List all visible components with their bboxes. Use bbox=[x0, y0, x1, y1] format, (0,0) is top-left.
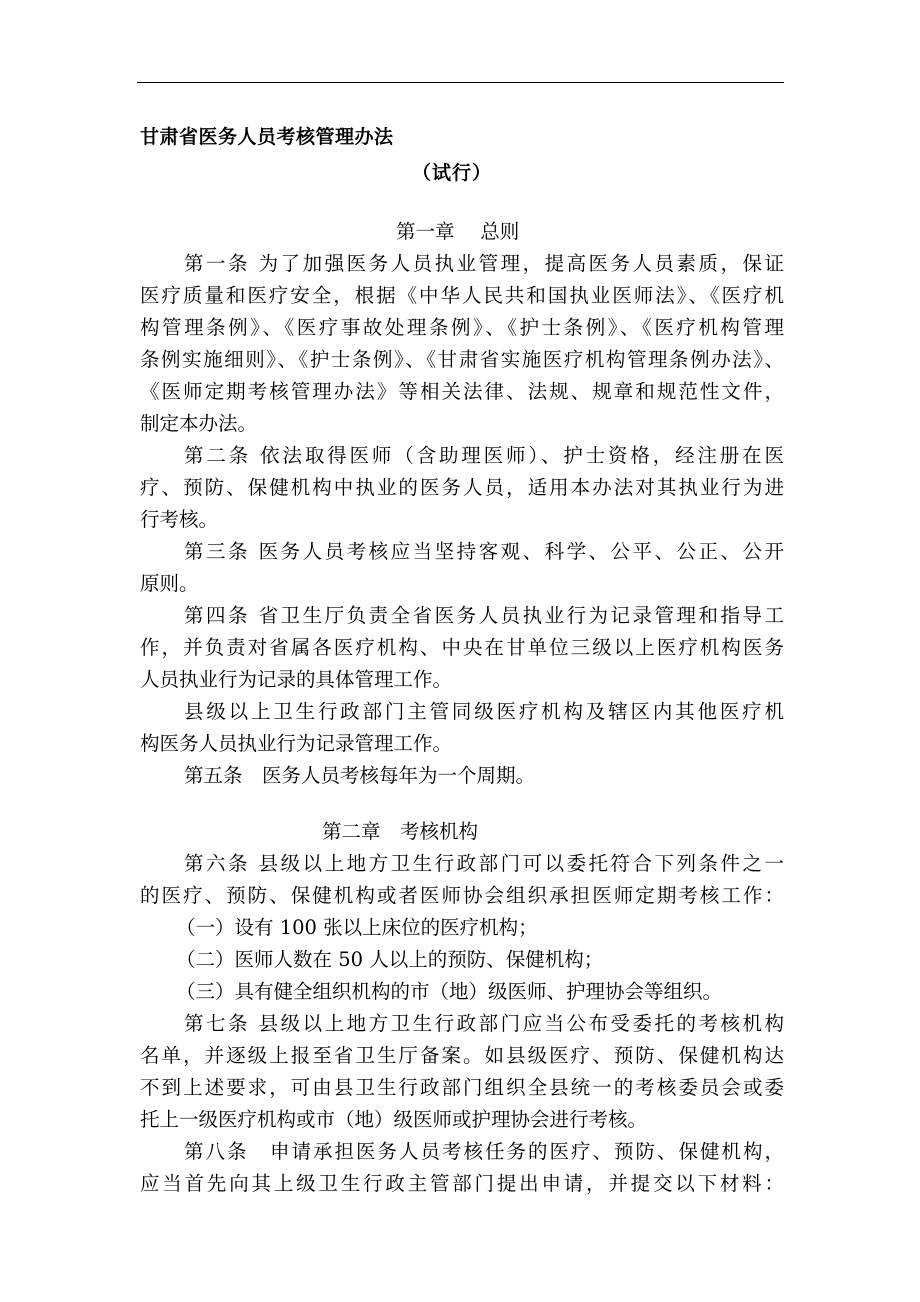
list-item: （二）医师人数在 50 人以上的预防、保健机构； bbox=[176, 948, 604, 971]
paragraph-line: 第五条 医务人员考核每年为一个周期。 bbox=[184, 764, 536, 787]
paragraph-line: 不到上述要求，可由县卫生行政部门组织全县统一的考核委员会或委 bbox=[140, 1076, 784, 1099]
header-rule bbox=[137, 82, 784, 83]
paragraph-line: 《医师定期考核管理办法》等相关法律、法规、规章和规范性文件， bbox=[140, 380, 784, 403]
paragraph-line: 第二条 依法取得医师（含助理医师）、护士资格，经注册在医 bbox=[184, 444, 784, 467]
paragraph-line: 第一条 为了加强医务人员执业管理，提高医务人员素质，保证 bbox=[184, 252, 784, 275]
chapter-heading: 第二章 考核机构 bbox=[322, 820, 479, 843]
paragraph-line: 行考核。 bbox=[140, 508, 219, 531]
paragraph-line: 第六条 县级以上地方卫生行政部门可以委托符合下列条件之一 bbox=[184, 852, 784, 875]
paragraph-line: 托上一级医疗机构或市（地）级医师或护理协会进行考核。 bbox=[140, 1108, 648, 1131]
document-title: 甘肃省医务人员考核管理办法 bbox=[140, 126, 394, 148]
paragraph-line: 人员执业行为记录的具体管理工作。 bbox=[140, 668, 453, 691]
paragraph-line: 制定本办法。 bbox=[140, 412, 258, 435]
paragraph-line: 疗、预防、保健机构中执业的医务人员，适用本办法对其执业行为进 bbox=[140, 476, 784, 499]
paragraph-line: 原则。 bbox=[140, 572, 199, 595]
paragraph-line: 第八条 申请承担医务人员考核任务的医疗、预防、保健机构， bbox=[184, 1140, 784, 1163]
paragraph-line: 构管理条例》、《医疗事故处理条例》、《护士条例》、《医疗机构管理 bbox=[140, 316, 784, 339]
paragraph-line: 应当首先向其上级卫生行政主管部门提出申请，并提交以下材料： bbox=[140, 1172, 784, 1195]
paragraph-line: 作，并负责对省属各医疗机构、中央在甘单位三级以上医疗机构医务 bbox=[140, 636, 784, 659]
paragraph-line: 医疗质量和医疗安全，根据《中华人民共和国执业医师法》、《医疗机 bbox=[140, 284, 784, 307]
list-item: （三）具有健全组织机构的市（地）级医师、护理协会等组织。 bbox=[176, 980, 723, 1003]
document-body bbox=[140, 216, 784, 1200]
paragraph-line: 条例实施细则》、《护士条例》、《甘肃省实施医疗机构管理条例办法》、 bbox=[140, 348, 784, 371]
paragraph-line: 构医务人员执业行为记录管理工作。 bbox=[140, 732, 453, 755]
chapter-heading: 第一章 总则 bbox=[396, 220, 520, 243]
paragraph-line: 第三条 医务人员考核应当坚持客观、科学、公平、公正、公开 bbox=[184, 540, 784, 563]
paragraph-line: 名单，并逐级上报至省卫生厅备案。如县级医疗、预防、保健机构达 bbox=[140, 1044, 784, 1067]
paragraph-line: 第四条 省卫生厅负责全省医务人员执业行为记录管理和指导工 bbox=[184, 604, 784, 627]
paragraph-line: 第七条 县级以上地方卫生行政部门应当公布受委托的考核机构 bbox=[184, 1012, 784, 1035]
document-subtitle: （试行） bbox=[412, 162, 493, 184]
list-item: （一）设有 100 张以上床位的医疗机构； bbox=[176, 916, 538, 939]
paragraph-line: 县级以上卫生行政部门主管同级医疗机构及辖区内其他医疗机 bbox=[184, 700, 784, 723]
blank-line bbox=[140, 792, 784, 816]
paragraph-line: 的医疗、预防、保健机构或者医师协会组织承担医师定期考核工作： bbox=[140, 884, 784, 907]
